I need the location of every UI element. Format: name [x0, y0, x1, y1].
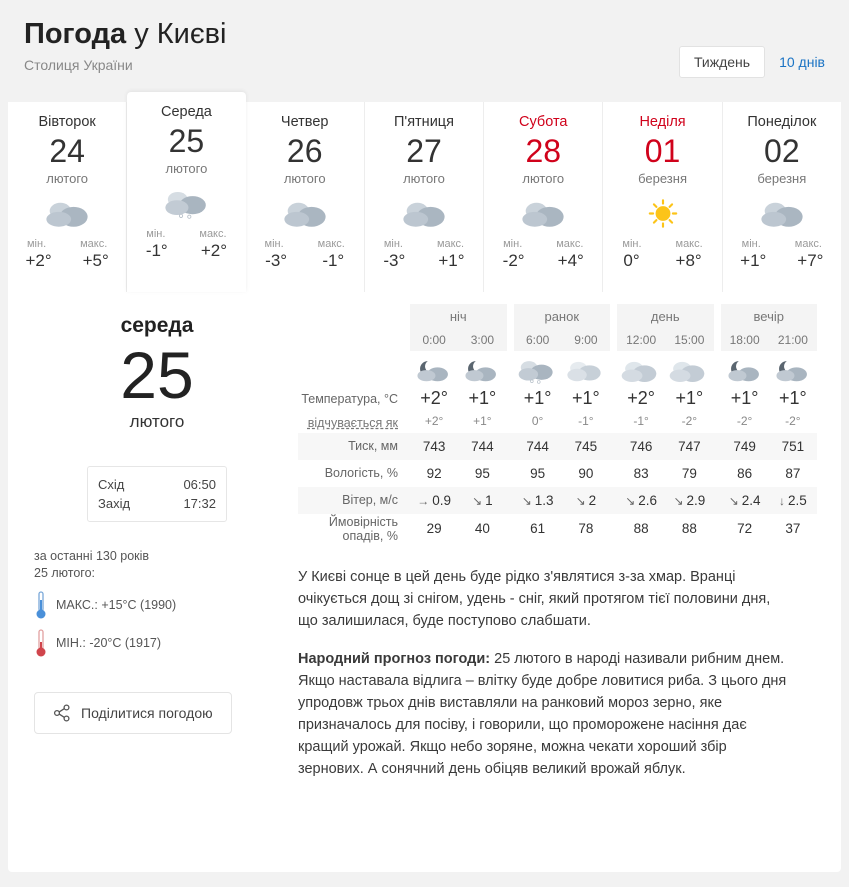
- day-card-month: лютого: [165, 161, 208, 176]
- day-card-minmax-values: [367, 251, 481, 271]
- feels-like-row-cell: +1°: [473, 413, 492, 428]
- record-min-text: МІН.: -20°C (1917): [56, 635, 162, 650]
- temperature-row-cell: +1°: [572, 387, 600, 408]
- precipitation-row-cell: 78: [578, 521, 594, 537]
- day-card-max-label: макс.: [199, 228, 227, 240]
- wind-row-cell: ↘ 2.6: [617, 487, 665, 514]
- folk-forecast-text: 25 лютого в народі називали рибним днем. Якщо наставала відлига – влітку буде добре ловитися риба. З цього дня упродовж трьох днів виставляли на ранковий мороз зерно, яке призначалось для посіву, і говорили, що проморожене насіння дає кращий урожай. Якщо небо зоряне, можна чекати хороший збір зернових. А сонячний день обіцяв великий врожай яблук.: [298, 650, 787, 777]
- wind-direction-icon: ↘: [575, 493, 586, 508]
- day-card-max-label: макс.: [794, 238, 822, 250]
- wind-row-cell: ↘ 1: [458, 487, 506, 514]
- wind-direction-icon: ↘: [472, 493, 483, 508]
- day-card-min-label: мін.: [146, 228, 166, 240]
- humidity-row: [298, 460, 817, 487]
- parts-header-row: [298, 304, 817, 329]
- day-card-minmax-values: [725, 251, 839, 271]
- day-card-max-value: +5°: [82, 251, 109, 270]
- day-card-number: 28: [525, 133, 562, 169]
- cloud-snow-icon: [514, 351, 562, 386]
- day-card-max-label: макс.: [556, 238, 584, 250]
- pressure-row-cell: 749: [721, 433, 769, 460]
- wind-row-cell: → 0.9: [410, 487, 458, 514]
- part-header-ранок: ранок: [514, 304, 611, 329]
- day-card-weekday: Середа: [160, 104, 212, 120]
- hour-header: 0:00: [410, 329, 458, 351]
- humidity-row-cell: 95: [474, 465, 490, 481]
- day-card-month: лютого: [46, 171, 89, 186]
- pressure-row-cell: 747: [665, 433, 713, 460]
- day-card-minmax-labels: [248, 238, 362, 250]
- thermometer-min-icon: [34, 628, 48, 658]
- pressure-row-cell: 751: [769, 433, 817, 460]
- hourly-forecast-table: [298, 304, 817, 544]
- wind-row: [298, 487, 817, 514]
- cloud-icon: [248, 190, 362, 236]
- day-card-weekday: Неділя: [639, 114, 686, 130]
- hour-header: 15:00: [665, 329, 713, 351]
- day-card-min-label: мін.: [264, 238, 284, 250]
- day-card-max-value: -1°: [322, 251, 345, 270]
- record-min-row: [34, 628, 280, 658]
- precipitation-row-cell: 88: [633, 521, 649, 537]
- cloud-light-icon: [617, 351, 665, 386]
- hour-header: 21:00: [769, 329, 817, 351]
- thermometer-max-icon: [34, 590, 48, 620]
- day-card-month: березня: [638, 171, 687, 186]
- hour-header: 12:00: [617, 329, 665, 351]
- day-card-number: 02: [764, 133, 800, 169]
- day-card-month: лютого: [403, 171, 445, 186]
- day-card-max-value: +7°: [797, 251, 824, 270]
- period-toggle: [679, 46, 825, 78]
- description-paragraph-2: [298, 648, 793, 780]
- wind-label: Вітер, м/с: [298, 487, 410, 514]
- day-card-min-value: -3°: [265, 251, 288, 270]
- day-card-min-label: мін.: [383, 238, 403, 250]
- humidity-row-cell: 86: [737, 465, 753, 481]
- sunrise-label: Схід: [98, 477, 125, 492]
- forecast-days-strip: [0, 92, 849, 292]
- cloud-snow-icon: [129, 180, 243, 226]
- humidity-row-cell: 83: [633, 465, 649, 481]
- feels-like-label: відчувається як: [307, 415, 398, 430]
- night-cloud-icon: [458, 351, 506, 386]
- day-card-minmax-labels: [10, 238, 124, 250]
- day-card-02[interactable]: [723, 102, 841, 292]
- share-button-label: Поділитися погодою: [81, 705, 213, 721]
- wind-row-cell: ↘ 2: [562, 487, 610, 514]
- sun-times-box: [87, 466, 227, 522]
- feels-like-row-cell: +2°: [424, 413, 444, 428]
- hour-header: 9:00: [562, 329, 610, 351]
- page-subtitle: Столиця України: [24, 57, 133, 74]
- records-title-line1: за останні 130 років: [34, 549, 150, 563]
- pressure-row-cell: 744: [514, 433, 562, 460]
- precipitation-row-cell: 61: [530, 521, 546, 537]
- humidity-label: Вологість, %: [324, 466, 398, 481]
- pressure-row-cell: 745: [562, 433, 610, 460]
- share-weather-button[interactable]: [34, 692, 232, 734]
- period-10days-link[interactable]: 10 днів: [779, 54, 825, 70]
- temperature-row-cell: +1°: [730, 387, 759, 408]
- record-max-text: МАКС.: +15°C (1990): [56, 597, 177, 612]
- hour-header: 3:00: [458, 329, 506, 351]
- day-card-max-value: +1°: [438, 251, 465, 270]
- feels-like-row-cell: 0°: [531, 413, 544, 428]
- day-card-max-value: +4°: [557, 251, 584, 270]
- day-card-min-value: -2°: [502, 251, 525, 270]
- part-header-ніч: ніч: [410, 304, 507, 329]
- humidity-row-cell: 95: [530, 465, 546, 481]
- day-card-minmax-labels: [367, 238, 481, 250]
- day-card-24[interactable]: [8, 102, 127, 292]
- day-card-month: лютого: [522, 171, 565, 186]
- day-card-number: 26: [286, 133, 323, 169]
- day-card-weekday: Субота: [519, 114, 568, 130]
- day-card-max-value: +2°: [200, 241, 227, 260]
- day-card-month: лютого: [283, 171, 326, 186]
- wind-direction-icon: ↘: [625, 493, 636, 508]
- hours-header-row: [298, 329, 817, 351]
- humidity-row-cell: 90: [578, 465, 594, 481]
- hourly-forecast-column: [298, 292, 841, 796]
- day-card-number: 24: [49, 133, 85, 169]
- temperature-row-cell: +1°: [468, 387, 497, 408]
- cloud-snow-light-icon: [562, 351, 610, 386]
- share-icon: [53, 704, 71, 722]
- temperature-row-cell: +2°: [627, 387, 655, 408]
- day-card-minmax-labels: [605, 238, 719, 250]
- day-card-26[interactable]: [246, 102, 365, 292]
- sunrise-value: 06:50: [183, 477, 216, 492]
- selected-month: лютого: [129, 412, 185, 431]
- day-card-max-label: макс.: [317, 238, 345, 250]
- pressure-label: Тиск, мм: [298, 433, 410, 460]
- day-card-max-label: макс.: [436, 238, 465, 250]
- wind-row-cell: ↘ 1.3: [514, 487, 562, 514]
- sun-icon: [605, 190, 719, 236]
- day-card-28[interactable]: [484, 102, 603, 292]
- wind-row-cell: ↓ 2.5: [769, 487, 817, 514]
- day-card-minmax-labels: [486, 238, 600, 250]
- temperature-row-cell: +1°: [523, 387, 552, 408]
- day-card-min-label: мін.: [503, 238, 523, 250]
- night-cloud-icon: [721, 351, 769, 386]
- day-card-max-label: макс.: [675, 238, 703, 250]
- temperature-row-cell: +1°: [779, 387, 807, 408]
- wind-direction-icon: ↘: [521, 493, 532, 508]
- day-card-weekday: П'ятниця: [394, 114, 454, 130]
- day-card-min-value: +2°: [25, 251, 52, 270]
- wind-direction-icon: ↘: [673, 493, 684, 508]
- day-card-min-value: -3°: [383, 251, 406, 270]
- cloud-icon: [367, 190, 481, 236]
- humidity-row-cell: 92: [426, 465, 442, 481]
- feels-like-row-cell: -2°: [681, 413, 698, 428]
- condition-icons-row: [298, 351, 817, 386]
- day-card-27[interactable]: [365, 102, 484, 292]
- day-card-max-label: макс.: [80, 238, 108, 250]
- day-card-min-label: мін.: [622, 238, 642, 250]
- day-card-minmax-labels: [725, 238, 839, 250]
- day-summary-column: [8, 292, 298, 796]
- day-card-minmax-values: [605, 251, 719, 271]
- feels-like-row-cell: -1°: [633, 413, 649, 428]
- temperature-row-cell: +2°: [420, 387, 448, 408]
- day-detail-panel: [8, 292, 841, 872]
- day-card-number: 01: [644, 133, 681, 169]
- folk-forecast-title: Народний прогноз погоди:: [298, 650, 491, 667]
- day-card-25[interactable]: [127, 92, 245, 292]
- day-card-min-value: -1°: [145, 241, 168, 260]
- pressure-row-cell: 743: [410, 433, 458, 460]
- day-card-min-value: 0°: [623, 251, 640, 270]
- feels-like-row-cell: -1°: [578, 413, 594, 428]
- records-title-line2: 25 лютого:: [34, 566, 96, 580]
- precipitation-row-cell: 37: [785, 521, 801, 537]
- feels-like-row-cell: -2°: [785, 413, 801, 428]
- cloud-icon: [10, 190, 124, 236]
- sunset-value: 17:32: [183, 496, 216, 511]
- wind-row-cell: ↘ 2.9: [665, 487, 713, 514]
- part-header-вечір: вечір: [721, 304, 818, 329]
- selected-day-number: 25: [120, 338, 194, 412]
- description-paragraph-1: У Києві сонце в цей день буде рідко з'являтися з-за хмар. Вранці очікується дощ зі снігом, удень - сніг, який протягом тієї половини дня, що залишилася, буде поступово слабшати.: [298, 568, 771, 629]
- humidity-row-cell: 79: [681, 465, 697, 481]
- day-card-minmax-values: [486, 251, 600, 271]
- period-week-button[interactable]: Тиждень: [679, 46, 765, 78]
- feels-like-row-cell: -2°: [736, 413, 753, 428]
- wind-row-cell: ↘ 2.4: [721, 487, 769, 514]
- hour-header: 18:00: [721, 329, 769, 351]
- day-card-minmax-labels: [129, 228, 243, 240]
- day-card-minmax-values: [248, 251, 362, 271]
- cloud-icon: [486, 190, 600, 236]
- part-header-день: день: [617, 304, 714, 329]
- night-cloud-icon: [769, 351, 817, 386]
- day-card-weekday: Вівторок: [38, 114, 96, 130]
- day-card-weekday: Четвер: [280, 114, 329, 130]
- precipitation-row-cell: 72: [737, 521, 753, 537]
- day-card-number: 25: [168, 123, 205, 159]
- day-card-minmax-values: [129, 241, 243, 261]
- day-card-month: березня: [757, 171, 807, 186]
- precipitation-label: Ймовірність опадів, %: [328, 514, 398, 543]
- record-max-row: [34, 590, 280, 620]
- cloud-icon: [725, 190, 839, 236]
- precipitation-row: [298, 514, 817, 544]
- day-card-max-value: +8°: [675, 251, 702, 270]
- forecast-description: [298, 566, 817, 780]
- pressure-row: [298, 433, 817, 460]
- day-card-minmax-values: [10, 251, 124, 271]
- page-header: [0, 0, 849, 92]
- sunset-label: Захід: [98, 496, 131, 511]
- wind-direction-icon: ↘: [728, 493, 739, 508]
- page-title-main: Погода: [24, 18, 127, 50]
- precipitation-row-cell: 40: [474, 521, 490, 537]
- historic-records: [34, 548, 280, 658]
- temperature-row: [298, 386, 817, 413]
- selected-weekday: середа: [120, 314, 194, 337]
- precipitation-row-cell: 29: [426, 521, 442, 537]
- day-card-weekday: Понеділок: [747, 114, 817, 130]
- cloud-light-icon: [665, 351, 713, 386]
- day-card-01[interactable]: [603, 102, 722, 292]
- pressure-row-cell: 744: [458, 433, 506, 460]
- temperature-label: Температура, °C: [301, 392, 398, 407]
- day-card-min-value: +1°: [740, 251, 767, 270]
- selected-date: [34, 314, 280, 432]
- humidity-row-cell: 87: [785, 465, 801, 481]
- pressure-row-cell: 746: [617, 433, 665, 460]
- day-card-number: 27: [406, 133, 442, 169]
- precipitation-row-cell: 88: [681, 521, 697, 537]
- night-cloud-icon: [410, 351, 458, 386]
- page-title-rest: у Києві: [134, 18, 227, 50]
- hour-header: 6:00: [514, 329, 562, 351]
- wind-direction-icon: →: [417, 493, 430, 508]
- day-card-min-label: мін.: [741, 238, 761, 250]
- day-card-min-label: мін.: [26, 238, 47, 250]
- feels-like-row: [298, 413, 817, 433]
- temperature-row-cell: +1°: [675, 387, 704, 408]
- wind-direction-icon: ↓: [778, 493, 785, 508]
